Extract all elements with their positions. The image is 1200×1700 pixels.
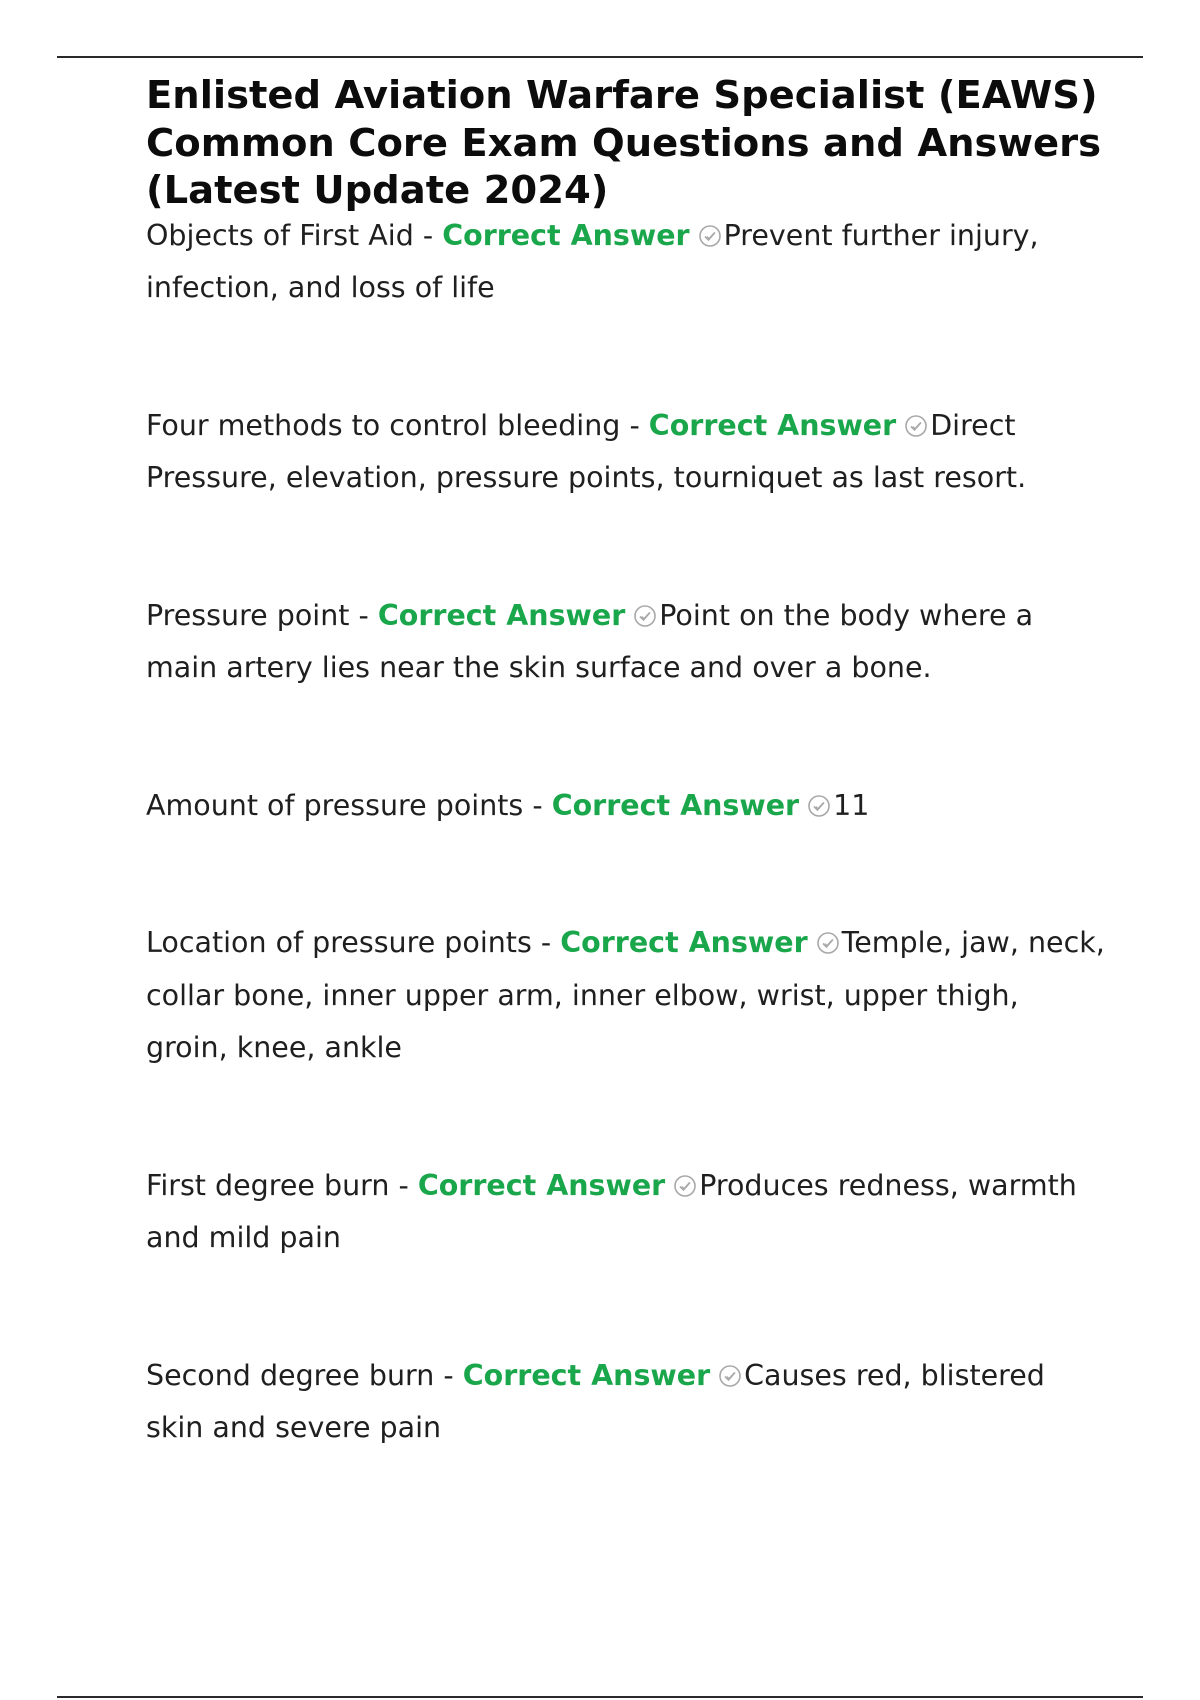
check-circle-icon [904, 414, 928, 438]
correct-answer-label: Correct Answer [560, 926, 808, 959]
check-circle-icon [807, 794, 831, 818]
document-title: Enlisted Aviation Warfare Specialist (EAWS) Common Core Exam Questions and Answers (Latest Update 2024) [146, 73, 1102, 213]
check-circle-icon [633, 604, 657, 628]
question-text: Objects of First Aid - [146, 218, 443, 252]
question-text: Four methods to control bleeding - [146, 408, 649, 442]
correct-answer-label: Correct Answer [551, 788, 800, 822]
qa-item [146, 210, 1106, 315]
qa-item [146, 400, 1106, 505]
answer-text: 11 [833, 788, 870, 822]
question-text: Amount of pressure points - [146, 788, 552, 822]
top-rule [57, 56, 1143, 58]
answer-text: Temple, jaw, neck, collar bone, inner upper arm, inner elbow, wrist, upper thigh, groin, knee, ankle [146, 926, 1105, 1064]
check-circle-icon [816, 931, 840, 955]
bottom-rule [57, 1696, 1143, 1698]
question-text: Second degree burn - [146, 1358, 463, 1392]
qa-item [146, 590, 1106, 695]
qa-item [146, 780, 1106, 833]
correct-answer-label: Correct Answer [442, 218, 690, 252]
qa-item [146, 1160, 1106, 1265]
correct-answer-label: Correct Answer [648, 408, 897, 442]
question-text: First degree burn - [146, 1168, 418, 1202]
check-circle-icon [673, 1174, 697, 1198]
answer-text: Direct Pressure, elevation, pressure points, tourniquet as last resort. [146, 408, 1027, 494]
correct-answer-label: Correct Answer [462, 1358, 711, 1392]
answer-text: Causes red, blistered skin and severe pain [146, 1358, 1045, 1444]
correct-answer-label: Correct Answer [377, 598, 626, 632]
answer-text: Point on the body where a main artery lies near the skin surface and over a bone. [146, 598, 1034, 684]
check-circle-icon [718, 1364, 742, 1388]
qa-item [146, 1350, 1106, 1455]
answer-text: Prevent further injury, infection, and loss of life [146, 218, 1039, 304]
question-text: Location of pressure points - [146, 926, 561, 959]
question-text: Pressure point - [146, 598, 378, 632]
check-circle-icon [698, 224, 722, 248]
document-body [146, 72, 1106, 1455]
answer-text: Produces redness, warmth and mild pain [146, 1168, 1077, 1254]
correct-answer-label: Correct Answer [417, 1168, 666, 1202]
qa-item [146, 917, 1106, 1075]
